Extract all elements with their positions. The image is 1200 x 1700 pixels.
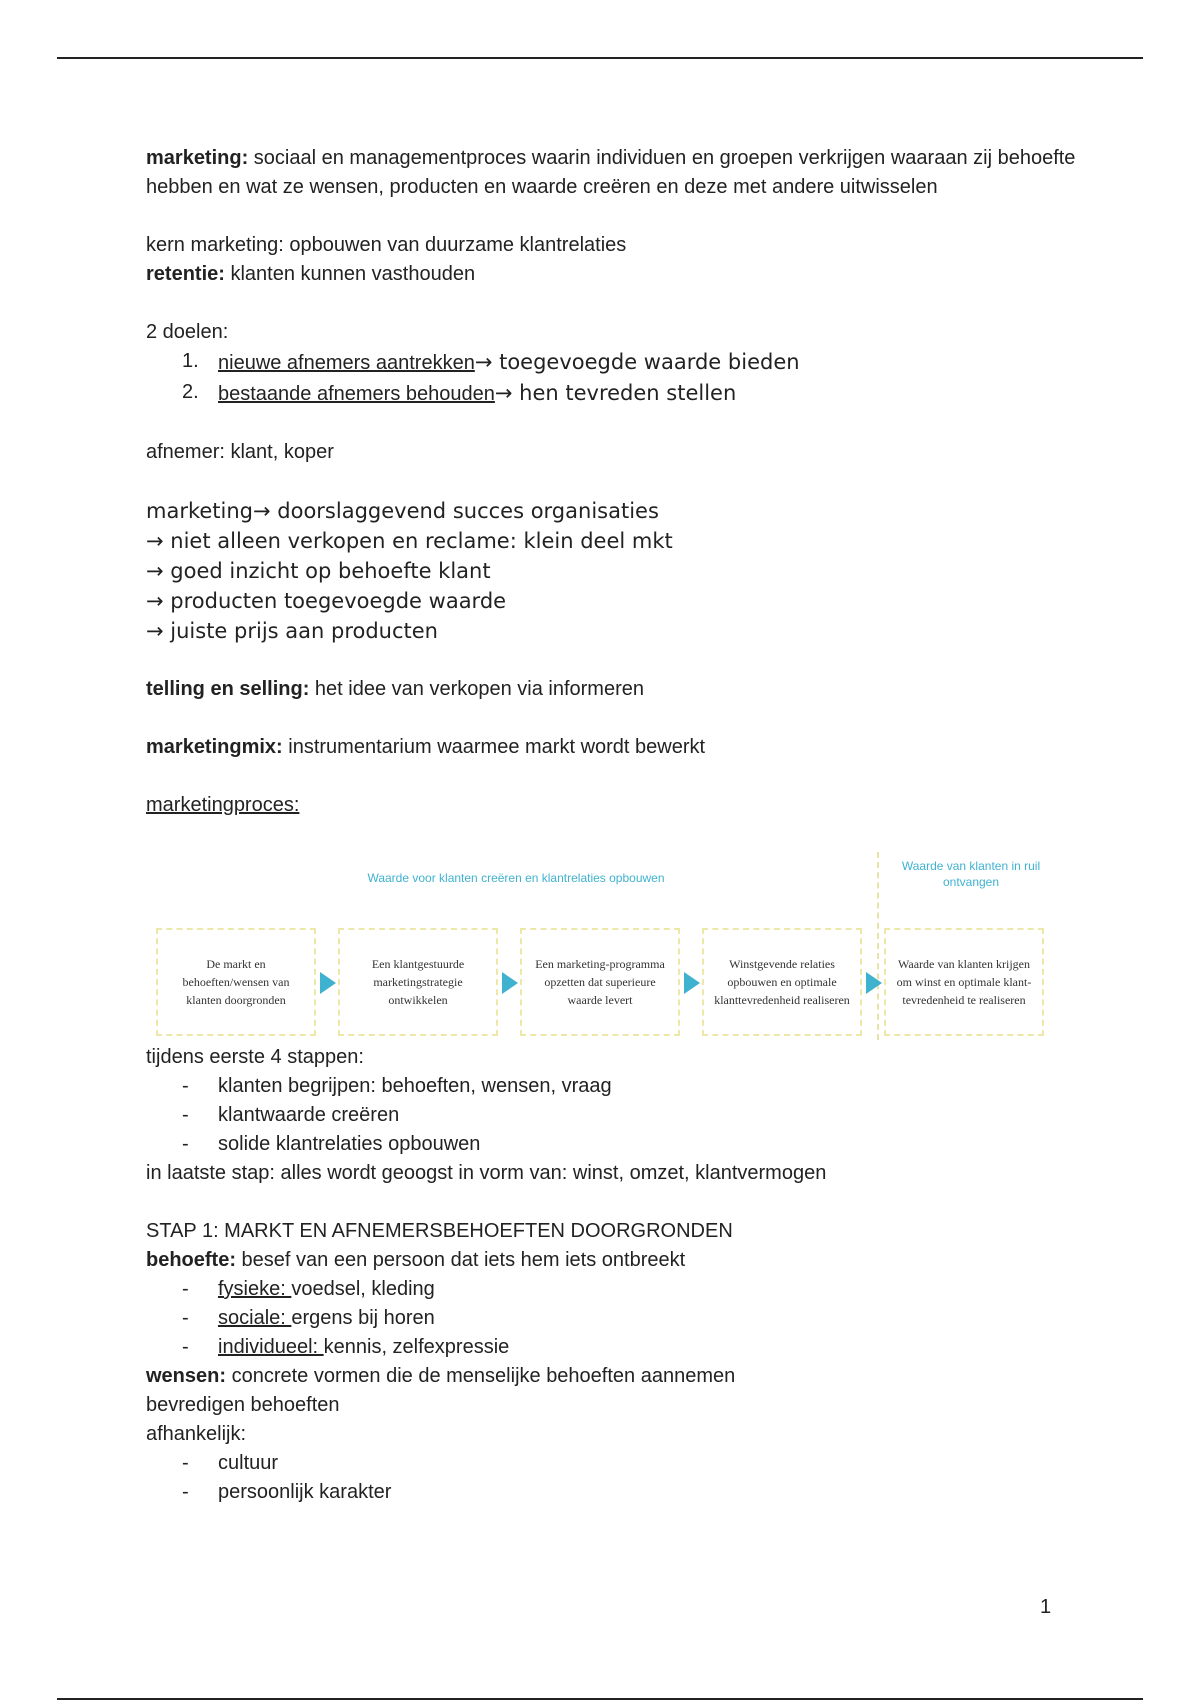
proces-heading-text: marketingproces:: [146, 794, 300, 816]
goal-underlined: bestaande afnemers behouden: [218, 383, 495, 405]
def-telling: het idee van verkopen via informeren: [309, 678, 644, 700]
type-label: individueel:: [218, 1336, 324, 1358]
header-rule: [57, 57, 1143, 59]
arrow-right-icon: [502, 972, 518, 994]
dash-bullet: -: [182, 1452, 189, 1474]
marketingproces-diagram: [146, 852, 1056, 1042]
list-item: [146, 1304, 1086, 1333]
list-item: [146, 1072, 1086, 1101]
term-behoefte: behoefte:: [146, 1249, 236, 1271]
diagram-header-create-value: Waarde voor klanten creëren en klantrelaties opbouwen: [367, 871, 665, 885]
list-item: [146, 1130, 1086, 1159]
def-retentie: klanten kunnen vasthouden: [224, 263, 476, 285]
diagram-step-4: Winstgevende relaties opbouwen en optimale klanttevredenheid realiseren: [702, 928, 862, 1036]
type-desc: ergens bij horen: [291, 1307, 435, 1329]
marketingmix-definition: [146, 733, 1086, 762]
type-desc: voedsel, kleding: [291, 1278, 435, 1300]
diagram-divider: [877, 852, 879, 1040]
term-telling: telling en selling:: [146, 678, 310, 700]
factors-list: [146, 1449, 1086, 1507]
stappen-heading: tijdens eerste 4 stappen:: [146, 1046, 364, 1068]
list-item: [146, 347, 1086, 378]
arrow-right-icon: [866, 972, 882, 994]
diagram-step-5: Waarde van klanten krijgen om winst en optimale klant-tevredenheid te realiseren: [884, 928, 1044, 1036]
def-behoefte: besef van een persoon dat iets hem iets ontbreekt: [236, 1249, 686, 1271]
list-item: [146, 1478, 1086, 1507]
goals-heading: 2 doelen:: [146, 321, 229, 343]
behoefte-types-list: [146, 1275, 1086, 1362]
type-desc: kennis, zelfexpressie: [323, 1336, 510, 1358]
succes-line: → juiste prijs aan producten: [146, 619, 438, 643]
diagram-header-capture-value: Waarde van klanten in ruil ontvangen: [901, 859, 1041, 889]
def-marketing: sociaal en managementproces waarin individuen en groepen verkrijgen waaraan zij behoefte hebben en wat ze wensen, producten en waarde creëren en deze met andere uitwisselen: [146, 147, 1076, 198]
list-item-text: solide klantrelaties opbouwen: [218, 1133, 481, 1155]
succes-line: → niet alleen verkopen en reclame: klein deel mkt: [146, 529, 673, 553]
type-label: sociale:: [218, 1307, 292, 1329]
dash-bullet: -: [182, 1075, 189, 1097]
def-wensen: concrete vormen die de menselijke behoeften aannemen: [226, 1365, 736, 1387]
goal-rest: → toegevoegde waarde bieden: [474, 350, 800, 374]
goals-list: [146, 347, 1086, 409]
dash-bullet: -: [182, 1278, 189, 1300]
succes-line: → producten toegevoegde waarde: [146, 589, 507, 613]
page-number: 1: [1040, 1596, 1052, 1618]
list-item: [146, 1449, 1086, 1478]
laatste-stap: in laatste stap: alles wordt geoogst in vorm van: winst, omzet, klantvermogen: [146, 1162, 827, 1184]
marketing-definition: [146, 144, 1086, 202]
term-marketing: marketing:: [146, 147, 249, 169]
goal-rest: → hen tevreden stellen: [494, 381, 737, 405]
arrow-right-icon: [320, 972, 336, 994]
kern-marketing: kern marketing: opbouwen van duurzame klantrelaties: [146, 234, 627, 256]
behoefte-definition: [146, 1246, 1086, 1275]
list-item: [146, 1275, 1086, 1304]
list-item: [146, 378, 1086, 409]
list-item-text: persoonlijk karakter: [218, 1481, 392, 1503]
term-marketingmix: marketingmix:: [146, 736, 283, 758]
def-marketingmix: instrumentarium waarmee markt wordt bewerkt: [282, 736, 706, 758]
list-item-text: klanten begrijpen: behoeften, wensen, vraag: [218, 1075, 612, 1097]
dash-bullet: -: [182, 1481, 189, 1503]
diagram-step-2: Een klantgestuurde marketingstrategie ontwikkelen: [338, 928, 498, 1036]
list-item: [146, 1101, 1086, 1130]
succes-block: [146, 496, 1086, 646]
stap1-heading: STAP 1: MARKT EN AFNEMERSBEHOEFTEN DOORGRONDEN: [146, 1220, 733, 1242]
wensen-definition: [146, 1362, 1086, 1391]
afhankelijk-line: afhankelijk:: [146, 1423, 247, 1445]
list-item-text: klantwaarde creëren: [218, 1104, 400, 1126]
term-retentie: retentie:: [146, 263, 225, 285]
dash-bullet: -: [182, 1133, 189, 1155]
dash-bullet: -: [182, 1336, 189, 1358]
stappen-list: [146, 1072, 1086, 1159]
list-item-text: cultuur: [218, 1452, 279, 1474]
bevredigen-line: bevredigen behoeften: [146, 1394, 340, 1416]
dash-bullet: -: [182, 1307, 189, 1329]
diagram-step-3: Een marketing-programma opzetten dat superieure waarde levert: [520, 928, 680, 1036]
dash-bullet: -: [182, 1104, 189, 1126]
list-number: 2.: [182, 381, 199, 403]
proces-heading: [146, 791, 1086, 820]
list-item: [146, 1333, 1086, 1362]
arrow-right-icon: [684, 972, 700, 994]
type-label: fysieke:: [218, 1278, 292, 1300]
succes-line: marketing→ doorslaggevend succes organisaties: [146, 499, 659, 523]
retentie-definition: [146, 260, 1086, 289]
document-body: [146, 144, 1086, 820]
succes-line: → goed inzicht op behoefte klant: [146, 559, 491, 583]
list-number: 1.: [182, 350, 199, 372]
afnemer-line: afnemer: klant, koper: [146, 441, 334, 463]
term-wensen: wensen:: [146, 1365, 227, 1387]
telling-definition: [146, 675, 1086, 704]
diagram-step-1: De markt en behoeften/wensen van klanten doorgronden: [156, 928, 316, 1036]
document-body-continued: [146, 1043, 1086, 1507]
goal-underlined: nieuwe afnemers aantrekken: [218, 352, 475, 374]
